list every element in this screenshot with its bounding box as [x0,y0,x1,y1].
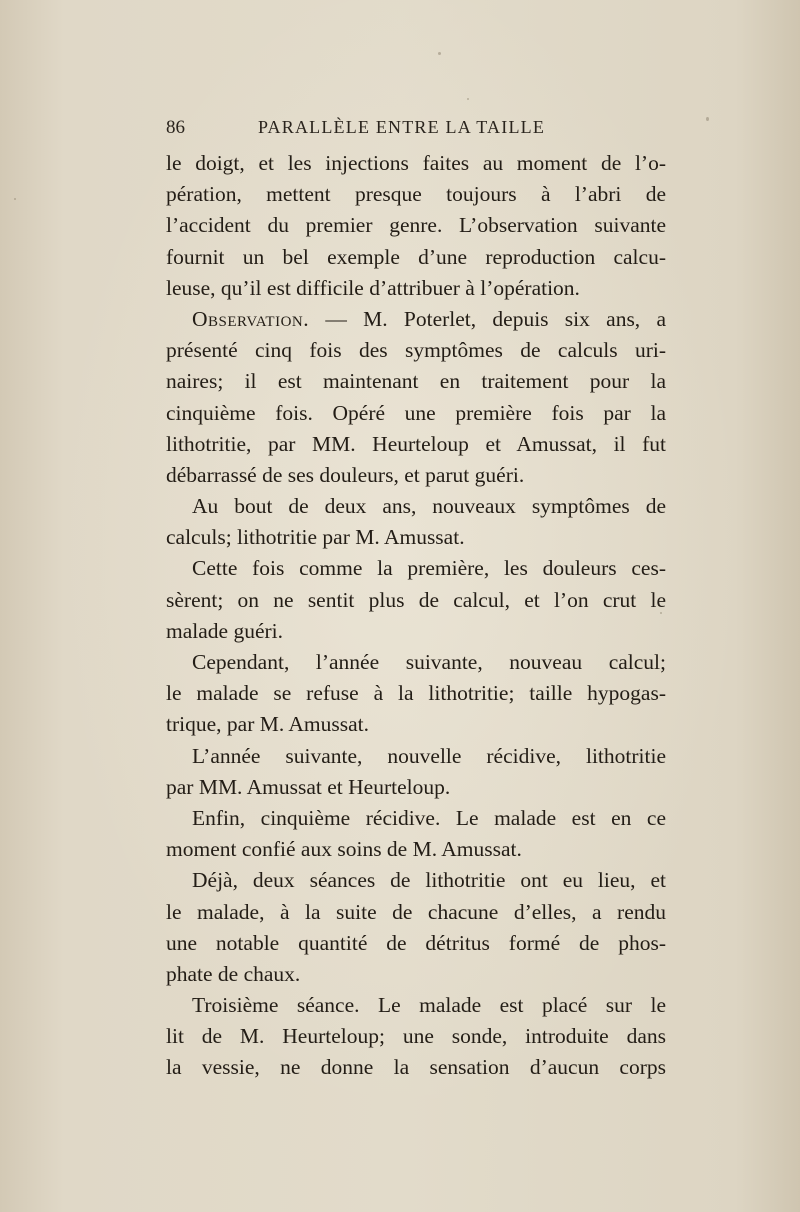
text-line: lithotritie, par MM. Heurteloup et Amussat, il fut [166,431,666,456]
text-line: le doigt, et les injections faites au moment de l’o- [166,151,666,175]
text-line: Enfin, cinquième récidive. Le malade est en ce [192,805,666,830]
line-text: — M. Poterlet, depuis six ans, a [309,306,666,331]
paper-speck [706,117,709,121]
paper-speck [14,198,16,200]
paper-speck [438,52,441,55]
running-title: PARALLÈLE ENTRE LA TAILLE [258,117,546,137]
text-line: Troisième séance. Le malade est placé sur le [192,993,666,1018]
text-line: une notable quantité de détritus formé de phos- [166,930,666,955]
text-line: Déjà, deux séances de lithotritie ont eu lieu, et [192,868,666,893]
text-line: naires; il est maintenant en traitement pour la [166,369,666,394]
text-line: Au bout de deux ans, nouveaux symptômes de [192,494,666,519]
text-line: L’année suivante, nouvelle récidive, lithotritie [192,743,666,768]
text-line: malade guéri. [166,618,284,643]
text-line: par MM. Amussat et Heurteloup. [166,774,451,799]
page-number: 86 [166,117,185,138]
text-line: l’accident du premier genre. L’observation suivante [166,213,666,238]
text-line: la vessie, ne donne la sensation d’aucun corps [166,1055,666,1080]
text-line: présenté cinq fois des symptômes de calculs uri- [166,338,666,363]
running-head [166,117,666,143]
text-line: débarrassé de ses douleurs, et parut guéri. [166,462,525,487]
text-line: lit de M. Heurteloup; une sonde, introduite dans [166,1024,666,1049]
text-line: Cependant, l’année suivante, nouveau calcul; [192,650,666,674]
paper-speck [660,612,662,614]
text-line: calculs; lithotritie par M. Amussat. [166,525,465,550]
text-line: le malade, à la suite de chacune d’elles, a rendu [166,899,666,924]
text-line: phate de chaux. [166,961,301,986]
text-line: pération, mettent presque toujours à l’abri de [166,182,666,207]
text-line: cinquième fois. Opéré une première fois par la [166,400,666,425]
text-line [166,304,666,335]
text-line: Cette fois comme la première, les douleurs ces- [192,556,666,581]
text-line: fournit un bel exemple d’une reproduction calcu- [166,244,666,269]
paper-speck [467,98,469,100]
text-line: trique, par M. Amussat. [166,712,370,737]
text-line: moment confié aux soins de M. Amussat. [166,837,522,862]
observation-heading: Observation. [192,306,310,331]
body-text [166,148,666,1084]
text-line: le malade se refuse à la lithotritie; taille hypogas- [166,681,666,706]
text-line: sèrent; on ne sentit plus de calcul, et l’on crut le [166,587,666,612]
text-line: leuse, qu’il est difficile d’attribuer à l’opération. [166,275,580,300]
